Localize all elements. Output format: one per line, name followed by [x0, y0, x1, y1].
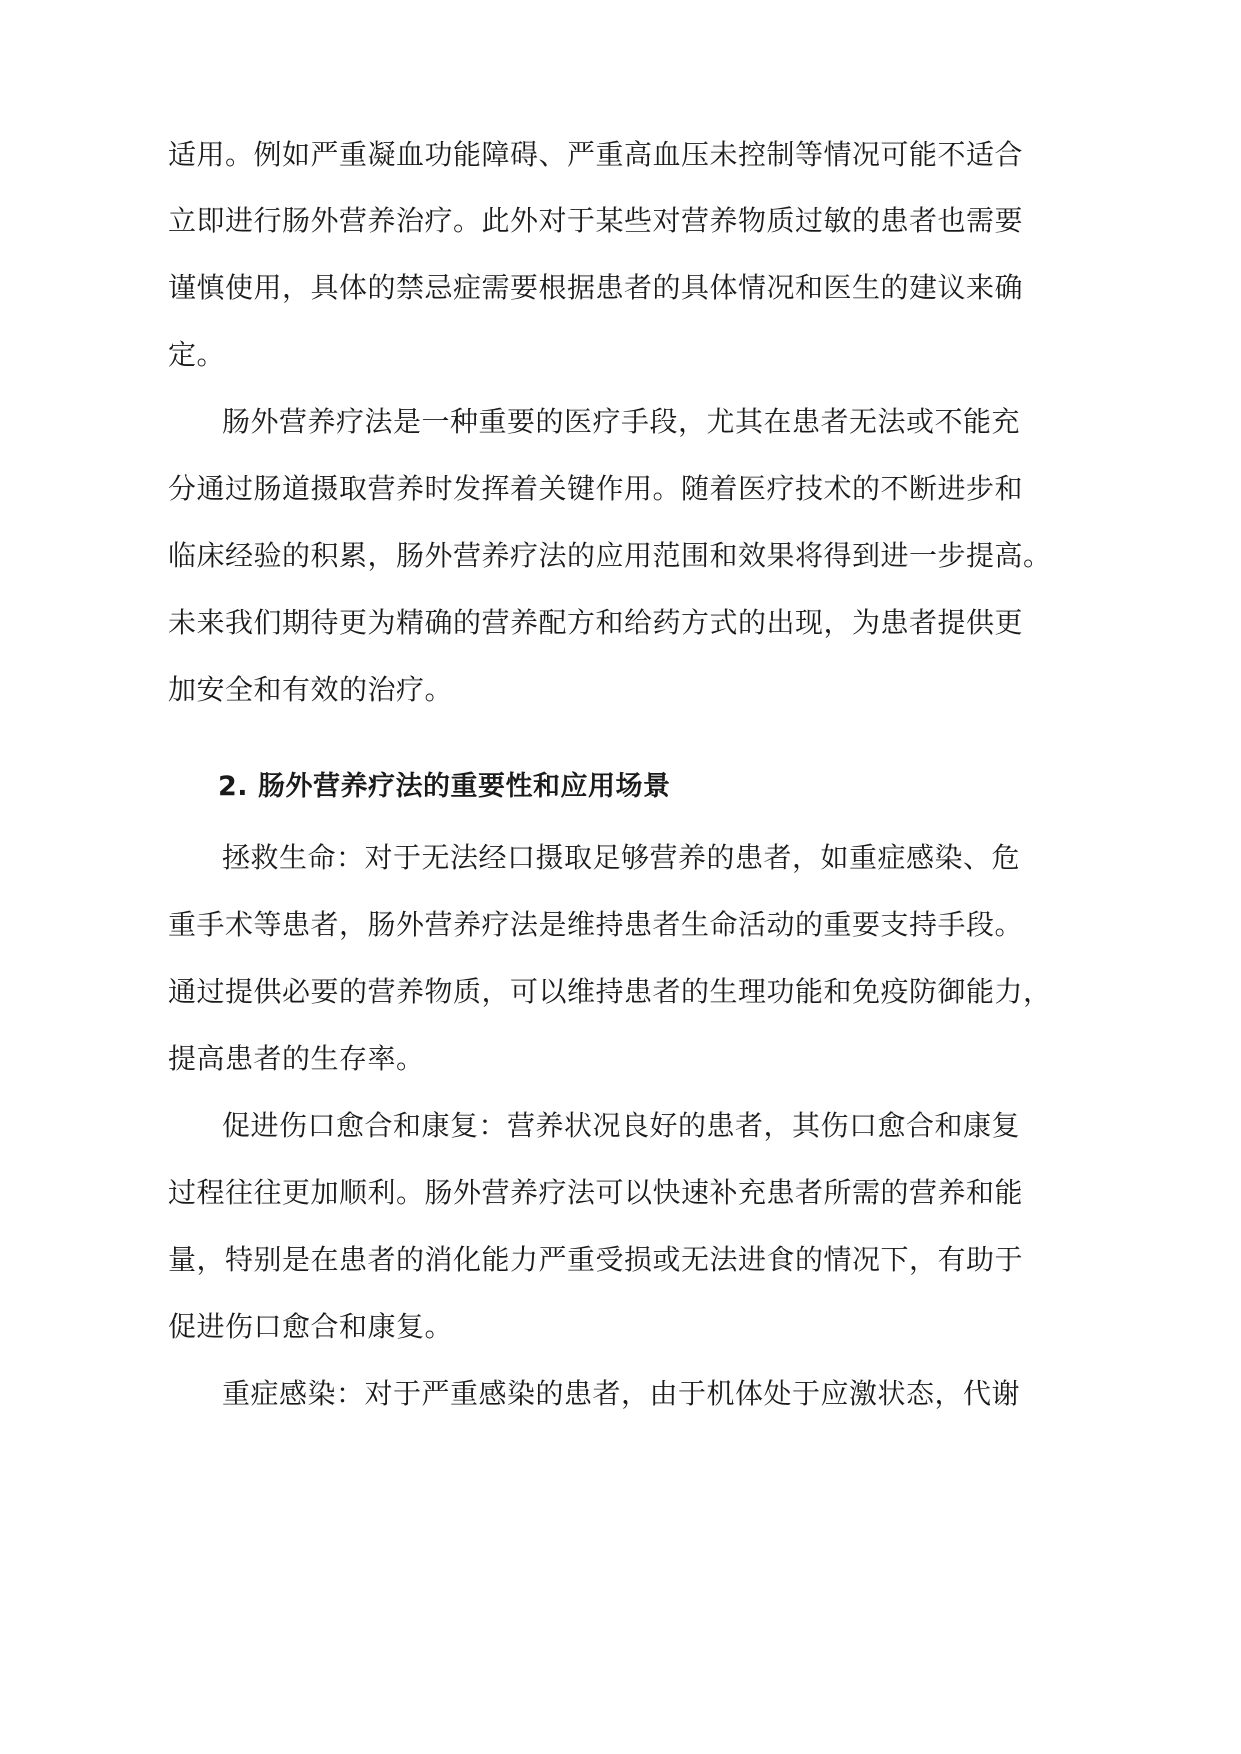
paragraph-line: 立即进行肠外营养治疗。此外对于某些对营养物质过敏的患者也需要 [168, 204, 1024, 237]
paragraph-line: 定。 [168, 338, 226, 371]
paragraph-line: 重症感染：对于严重感染的患者，由于机体处于应激状态，代谢 [222, 1377, 1021, 1410]
paragraph-line: 分通过肠道摄取营养时发挥着关键作用。随着医疗技术的不断进步和 [168, 472, 1024, 505]
section-heading: 2. 肠外营养疗法的重要性和应用场景 [218, 771, 671, 802]
paragraph-line: 临床经验的积累，肠外营养疗法的应用范围和效果将得到进一步提高。 [168, 539, 1052, 572]
paragraph-line: 谨慎使用，具体的禁忌症需要根据患者的具体情况和医生的建议来确 [168, 271, 1024, 304]
paragraph-line: 重手术等患者，肠外营养疗法是维持患者生命活动的重要支持手段。 [168, 908, 1024, 941]
paragraph-line: 适用。例如严重凝血功能障碍、严重高血压未控制等情况可能不适合 [168, 138, 1024, 171]
paragraph-line: 促进伤口愈合和康复：营养状况良好的患者，其伤口愈合和康复 [222, 1109, 1021, 1142]
paragraph-line: 肠外营养疗法是一种重要的医疗手段，尤其在患者无法或不能充 [222, 405, 1021, 438]
paragraph-line: 量，特别是在患者的消化能力严重受损或无法进食的情况下，有助于 [168, 1243, 1024, 1276]
paragraph-line: 过程往往更加顺利。肠外营养疗法可以快速补充患者所需的营养和能 [168, 1176, 1024, 1209]
paragraph-line: 加安全和有效的治疗。 [168, 673, 454, 706]
paragraph-line: 拯救生命：对于无法经口摄取足够营养的患者，如重症感染、危 [222, 841, 1021, 874]
paragraph-line: 促进伤口愈合和康复。 [168, 1310, 454, 1343]
paragraph-line: 提高患者的生存率。 [168, 1042, 425, 1075]
paragraph-line: 未来我们期待更为精确的营养配方和给药方式的出现，为患者提供更 [168, 606, 1024, 639]
paragraph-line: 通过提供必要的营养物质，可以维持患者的生理功能和免疫防御能力， [168, 975, 1052, 1008]
